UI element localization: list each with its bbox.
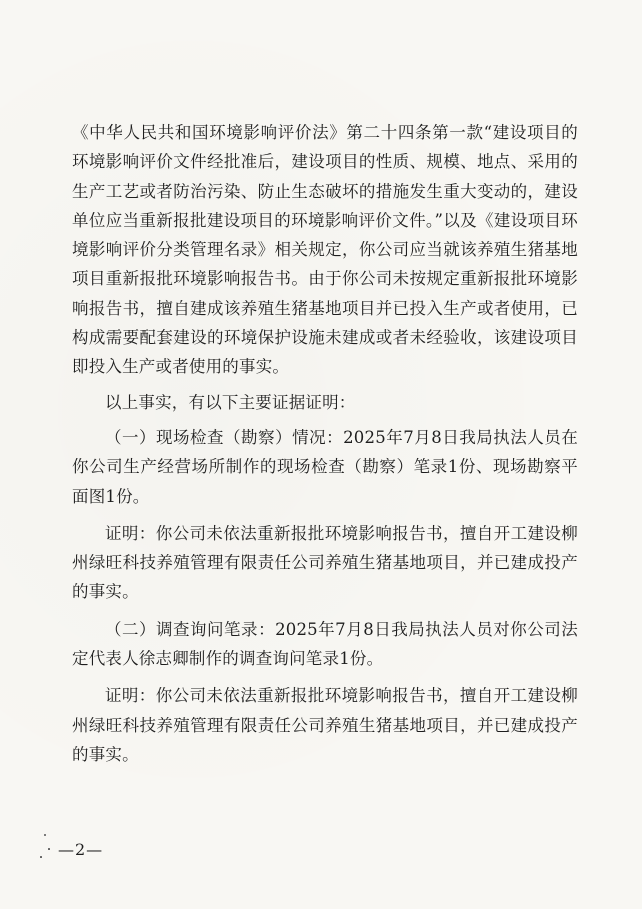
paragraph-proof-2: 证明：你公司未依法重新报批环境影响报告书，擅自开工建设柳州绿旺科技养殖管理有限责任公司养殖生猪基地项目，并已建成投产的事实。: [72, 686, 578, 764]
paragraph-proof-1: 证明：你公司未依法重新报批环境影响报告书，擅自开工建设柳州绿旺科技养殖管理有限责任公司养殖生猪基地项目，并已建成投产的事实。: [72, 523, 578, 602]
scan-speck: [48, 848, 50, 850]
paragraph-legal-basis: 《中华人民共和国环境影响评价法》第二十四条第一款“建设项目的环境影响评价文件经批准后，建设项目的性质、规模、地点、采用的生产工艺或者防治污染、防止生态破坏的措施发生重大变动的，建设单位应当重新报批建设项目的环境影响评价文件。”以及《建设项目环境影响评价分类管理名录》相关规定，你公司应当就该养殖生猪基地项目重新报批环境影响报告书。由于你公司未按规定重新报批环境影响报告书，擅自建成该养殖生猪基地项目并已投入生产或者使用，已构成需要配套建设的环境保护设施未建成或者未经验收，该建设项目即投入生产或者使用的事实。: [72, 123, 578, 377]
paragraph-evidence-1: （一）现场检查（勘察）情况：2025年7月8日我局执法人员在你公司生产经营场所制作的现场检查（勘察）笔录1份、现场勘察平面图1份。: [72, 427, 578, 506]
page-number: —2—: [58, 840, 104, 859]
paragraph-evidence-intro: 以上事实，有以下主要证据证明：: [105, 392, 356, 412]
scan-speck: [40, 856, 42, 858]
paragraph-evidence-2: （二）调查询问笔录：2025年7月8日我局执法人员对你公司法定代表人徐志卿制作的调查询问笔录1份。: [72, 619, 578, 669]
scan-speck: [44, 834, 46, 836]
document-body: [72, 118, 578, 775]
